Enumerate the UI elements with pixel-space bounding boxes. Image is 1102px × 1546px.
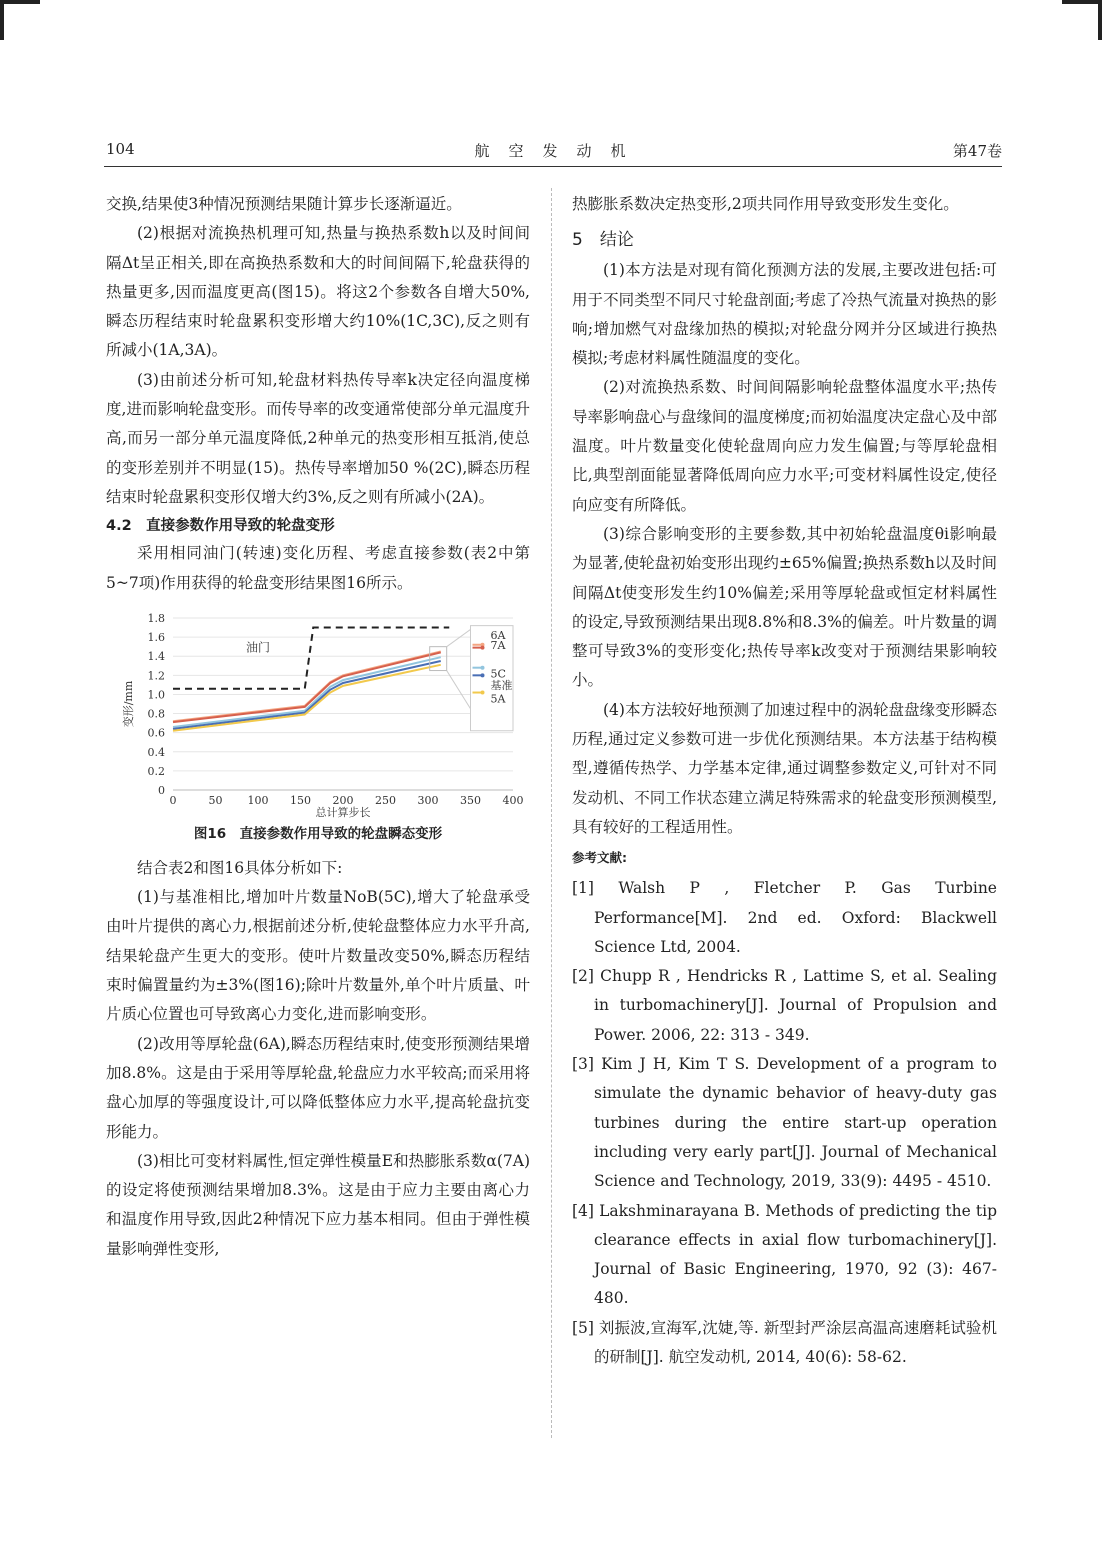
paragraph: (1)本方法是对现有简化预测方法的发展,主要改进包括:可用于不同类型不同尺寸轮盘剖面;考虑了冷热气流量对换热的影响;增加燃气对盘缘加热的模拟;对轮盘分网并分区域进行换热模拟;考虑材料属性随温度的变化。 [572, 261, 997, 368]
paragraph: (2)对流换热系数、时间间隔影响轮盘整体温度水平;热传导率影响盘心与盘缘间的温度梯度;而初始温度决定盘心及中部温度。叶片数量变化使轮盘周向应力发生偏置;与等厚轮盘相比,典型剖面能显著降低周向应力水平;可变材料属性设定,使径向应变有所降低。 [572, 378, 997, 514]
column-divider [551, 188, 552, 1438]
crop-mark [1062, 0, 1102, 4]
x-tick-label: 200 [332, 793, 354, 807]
legend-label: 7A [490, 638, 506, 652]
page-number: 104 [106, 140, 135, 158]
y-axis-label: 变形/mm [122, 680, 135, 728]
y-tick-label: 0.2 [147, 764, 165, 778]
y-tick-label: 1.8 [147, 611, 165, 625]
legend-label: 5C [490, 667, 506, 681]
legend-marker [481, 673, 485, 677]
reference-item: [5] 刘振波,宣海军,沈婕,等. 新型封严涂层高温高速磨耗试验机的研制[J]. 航空发动机, 2014, 40(6): 58-62. [572, 1318, 997, 1366]
y-tick-label: 1.4 [147, 650, 165, 664]
reference-item: [3] Kim J H, Kim T S. Development of a program to simulate the dynamic behavior of heavy-duty gas turbines during the entire start-up operation including very early part[J]. Journal of Mechanical Science and Technology, 2019, 33(9): 4495 - 4510. [572, 1055, 997, 1191]
paragraph: (3)由前述分析可知,轮盘材料热传导率k决定径向温度梯度,进而影响轮盘变形。而传导率的改变通常使部分单元温度升高,而另一部分单元温度降低,2种单元的热变形相互抵消,使总的变形差别并不明显(15)。热传导率增加50 %(2C),瞬态历程结束时轮盘累积变形仅增大约3%,反之则有所减小(2A)。 [106, 370, 530, 506]
y-tick-label: 1.6 [147, 630, 165, 644]
paragraph: 结合表2和图16具体分析如下: [137, 858, 343, 877]
x-axis-label: 总计算步长 [315, 805, 371, 819]
x-tick-label: 0 [169, 793, 177, 807]
x-tick-label: 100 [247, 793, 269, 807]
journal-title: 航 空 发 动 机 [474, 142, 628, 160]
legend-marker [481, 690, 485, 694]
right-column [572, 190, 997, 1372]
y-tick-label: 0 [158, 783, 165, 797]
section-heading: 5 结论 [572, 230, 634, 251]
y-tick-label: 1.0 [147, 688, 165, 702]
zoom-connector [447, 670, 471, 708]
crop-mark [1098, 0, 1102, 40]
figure-caption: 图16 直接参数作用导致的轮盘瞬态变形 [193, 825, 443, 842]
zoom-connector [447, 629, 471, 646]
x-tick-label: 150 [290, 793, 311, 807]
y-tick-label: 0.6 [147, 726, 165, 740]
paragraph: 采用相同油门(转速)变化历程、考虑直接参数(表2中第5~7项)作用获得的轮盘变形结果图16所示。 [106, 544, 530, 592]
x-tick-label: 250 [375, 793, 396, 807]
throttle-label: 油门 [245, 640, 271, 655]
crop-mark [0, 0, 40, 4]
section-heading: 4.2 直接参数作用导致的轮盘变形 [106, 518, 335, 535]
legend-label: 基准 [490, 678, 513, 692]
chart-svg [118, 610, 538, 820]
paragraph: (3)相比可变材料属性,恒定弹性模量E和热膨胀系数α(7A)的设定将使预测结果增加8.3%。这是由于应力主要由离心力和温度作用导致,因此2种情况下应力基本相同。但由于弹性模量影响弹性变形, [106, 1151, 530, 1258]
paragraph: 热膨胀系数决定热变形,2项共同作用导致变形发生变化。 [572, 195, 959, 213]
volume-label: 第47卷 [952, 142, 1002, 160]
y-tick-label: 0.8 [147, 707, 165, 721]
paragraph: (1)与基准相比,增加叶片数量NoB(5C),增大了轮盘承受由叶片提供的离心力,根据前述分析,使轮盘整体应力水平升高,结果轮盘产生更大的变形。使叶片数量改变50%,瞬态历程结束时偏置量约为±3%(图16);除叶片数量外,单个叶片质量、叶片质心位置也可导致离心力变化,进而影响变形。 [106, 888, 530, 1024]
reference-item: [1] Walsh P , Fletcher P. Gas Turbine Performance[M]. 2nd ed. Oxford: Blackwell Science Ltd, 2004. [572, 879, 997, 956]
x-tick-label: 300 [417, 793, 439, 807]
y-tick-label: 1.2 [147, 669, 165, 683]
reference-item: [2] Chupp R , Hendricks R , Lattime S, et al. Sealing in turbomachinery[J]. Journal of Propulsion and Power. 2006, 22: 313 - 349. [572, 967, 997, 1044]
x-tick-label: 50 [208, 793, 223, 807]
legend-marker [481, 666, 485, 670]
paragraph: (2)改用等厚轮盘(6A),瞬态历程结束时,使变形预测结果增加8.8%。这是由于采用等厚轮盘,轮盘应力水平较高;而采用将盘心加厚的等强度设计,可以降低整体应力水平,提高轮盘抗变形能力。 [106, 1034, 530, 1141]
legend-marker [481, 645, 485, 649]
crop-mark [0, 0, 4, 40]
legend-label: 5A [490, 692, 506, 706]
deformation-chart [118, 610, 538, 820]
paragraph: (3)综合影响变形的主要参数,其中初始轮盘温度θi影响最为显著,使轮盘初始变形出现约±65%偏置;换热系数h以及时间间隔Δt使变形发生约10%偏差;采用等厚轮盘或恒定材料属性的设定,导致预测结果出现8.8%和8.3%的偏差。叶片数量的调整可导致3%的变形变化;热传导率k改变对于预测结果影响较小。 [572, 524, 997, 690]
paragraph: (4)本方法较好地预测了加速过程中的涡轮盘盘缘变形瞬态历程,通过定义参数可进一步优化预测结果。本方法基于结构模型,遵循传热学、力学基本定律,通过调整参数定义,可针对不同发动机、不同工作状态建立满足特殊需求的轮盘变形预测模型,具有较好的工程适用性。 [572, 700, 997, 836]
left-column [106, 190, 530, 1264]
references-title: 参考文献: [572, 850, 627, 866]
x-tick-label: 400 [502, 793, 524, 807]
header-rule [104, 166, 1002, 167]
y-tick-label: 0.4 [147, 745, 165, 759]
legend-label: 6A [490, 629, 506, 643]
paragraph: 交换,结果使3种情况预测结果随计算步长逐渐逼近。 [106, 195, 462, 213]
paragraph: (2)根据对流换热机理可知,热量与换热系数h以及时间间隔Δt呈正相关,即在高换热系数和大的时间间隔下,轮盘获得的热量更多,因而温度更高(图15)。将这2个参数各自增大50%,瞬态历程结束时轮盘累积变形增大约10%(1C,3C),反之则有所减小(1A,3A)。 [106, 224, 530, 360]
x-tick-label: 350 [460, 793, 481, 807]
reference-item: [4] Lakshminarayana B. Methods of predicting the tip clearance effects in axial flow turbomachinery[J]. Journal of Basic Engineering, 1970, 92 (3): 467-480. [572, 1201, 997, 1308]
